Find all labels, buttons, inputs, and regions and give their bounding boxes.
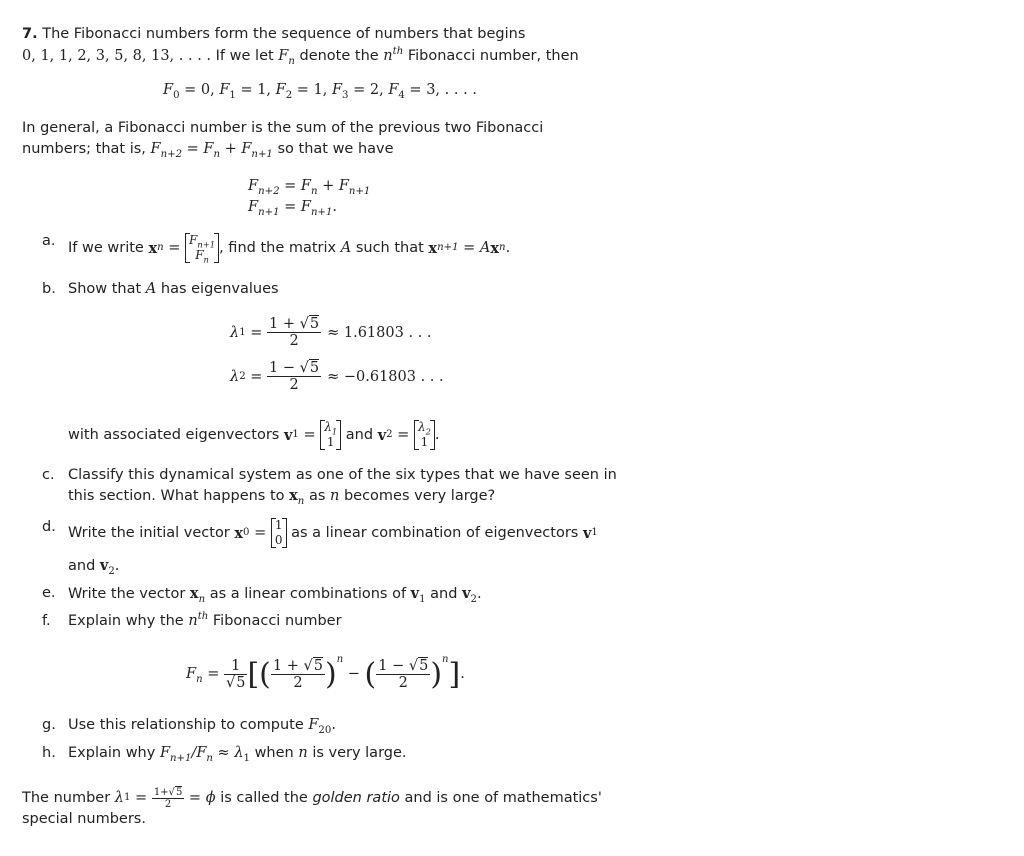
closing-text-1: The number: [22, 790, 111, 806]
x-n-vector: $F_{n+1}$ $F_n$: [185, 233, 219, 263]
part-f-label: f.: [42, 613, 51, 629]
eigenvectors-line: with associated eigenvectors v 1 = $\lambda_1$ 1 and v 2 = $\lambda_2$ 1 .: [68, 420, 440, 449]
part-c-text-c: becomes very large?: [343, 488, 496, 504]
intro-text-c: denote the: [299, 48, 379, 64]
part-a-text-2: , find the matrix: [219, 240, 337, 256]
eigenvalue-1-approx: ≈ 1.61803 . . .: [327, 324, 432, 341]
part-c-label: c.: [42, 467, 55, 483]
eigenvalue-2: λ 2 = $\frac{1 - √5}{2}$ ≈ −0.61803 . . .: [230, 360, 444, 393]
closing-text-2: is called the: [220, 790, 308, 806]
part-d-text-1: Write the initial vector: [68, 525, 230, 541]
eigenvalue-1: λ 1 = $\frac{1 + √5}{2}$ ≈ 1.61803 . . .: [230, 316, 432, 349]
part-f-line: Explain why the $n^{th}$ Fibonacci number: [68, 611, 342, 629]
part-d-label: d.: [42, 519, 56, 535]
part-d-text-2: as a linear combination of eigenvectors: [291, 525, 579, 541]
eigenvectors-text: with associated eigenvectors: [68, 427, 280, 443]
general-text-a: numbers; that is,: [22, 141, 146, 157]
part-g-line: Use this relationship to compute $F_{20}$.: [68, 717, 336, 736]
part-c-line-2: this section. What happens to $x_n$ as n becomes very large?: [68, 487, 496, 507]
closing-line-1: The number λ 1 = $\frac{1+√5}{2}$ = ϕ is called the golden ratio and is one of mathematics': [22, 786, 602, 810]
general-line-1: In general, a Fibonacci number is the sum of the previous two Fibonacci: [22, 120, 544, 136]
part-h-label: h.: [42, 745, 56, 761]
closing-line-2: special numbers.: [22, 811, 146, 827]
part-d-text-3: and: [68, 558, 96, 574]
v1-vector: $\lambda_1$ 1: [320, 420, 341, 450]
part-b-line: Show that A has eigenvalues: [68, 281, 279, 297]
part-a-label: a.: [42, 233, 56, 249]
general-text-b: so that we have: [277, 141, 394, 157]
fib-values-line: $F_0 = 0$, $F_1 = 1$, $F_2 = 1$, $F_3 = 2$, $F_4 = 3$, . . . .: [163, 82, 477, 101]
intro-text-d: Fibonacci number, then: [407, 48, 579, 64]
binet-formula: $F_n$ = $\frac{1}{√5}$ [ ( $\frac{1 + √5}{2}$ ) $^n$ − ( $\frac{1 - √5}{2}$ ) $^n$ ] .: [186, 654, 465, 692]
golden-ratio-term: golden ratio: [312, 790, 400, 806]
part-h-text-3: is very large.: [312, 745, 407, 761]
part-g-text-1: Use this relationship to compute: [68, 717, 304, 733]
general-line-2: numbers; that is, $F_{n+2} = F_n + F_{n+1}$ so that we have: [22, 141, 394, 160]
problem-number: 7.: [22, 26, 38, 42]
intro-text-b: If we let: [215, 48, 274, 64]
part-a-text-3: such that: [355, 240, 424, 256]
part-h-line: Explain why $F_{n+1}/F_n \approx \lambda_1$ when n is very large.: [68, 745, 407, 764]
part-b-text-2: has eigenvalues: [160, 281, 279, 297]
part-a-text-1: If we write: [68, 240, 144, 256]
part-h-text-1: Explain why: [68, 745, 156, 761]
part-b-label: b.: [42, 281, 56, 297]
problem-intro-line-1: [22, 26, 525, 42]
part-e-line: Write the vector $x_n$ as a linear combinations of $v_1$ and $v_2$.: [68, 585, 482, 605]
part-b-text-1: Show that: [68, 281, 142, 297]
part-g-label: g.: [42, 717, 56, 733]
eigenvalue-2-approx: ≈ −0.61803 . . .: [327, 368, 444, 385]
problem-intro-line-2: 0, 1, 1, 2, 3, 5, 8, 13, . . . . If we let $F_n$ denote the $n^{th}$ Fibonacci number, then: [22, 46, 579, 67]
part-d: Write the initial vector x 0 = 1 0 as a linear combination of eigenvectors v 1: [68, 518, 598, 547]
intro-text: The Fibonacci numbers form the sequence of numbers that begins: [42, 26, 526, 42]
x0-vector: 1 0: [271, 518, 287, 548]
part-c-text-b: as: [308, 488, 326, 504]
part-a: If we write x n = $F_{n+1}$ $F_n$ , find the matrix A such that x n+1 = A x n .: [68, 233, 511, 265]
part-h-text-2: when: [254, 745, 294, 761]
sequence: 0, 1, 1, 2, 3, 5, 8, 13, . . . .: [22, 48, 212, 64]
part-c-text-a: this section. What happens to: [68, 488, 285, 504]
part-d-line-2: and $v_2$.: [68, 557, 120, 577]
part-c-line-1: Classify this dynamical system as one of the six types that we have seen in: [68, 467, 617, 483]
part-e-label: e.: [42, 585, 56, 601]
part-e-text-3: and: [430, 586, 458, 602]
part-f-text-1: Explain why the: [68, 613, 184, 629]
part-e-text-1: Write the vector: [68, 586, 186, 602]
recurrence-system: $F_{n+2} = F_n + F_{n+1}$ $F_{n+1} = F_{n+1}$.: [248, 178, 371, 218]
part-e-text-2: as a linear combinations of: [209, 586, 407, 602]
and-text: and: [345, 427, 374, 443]
closing-text-3: and is one of mathematics': [404, 790, 602, 806]
v2-vector: $\lambda_2$ 1: [414, 420, 435, 450]
part-f-text-2: Fibonacci number: [212, 613, 342, 629]
